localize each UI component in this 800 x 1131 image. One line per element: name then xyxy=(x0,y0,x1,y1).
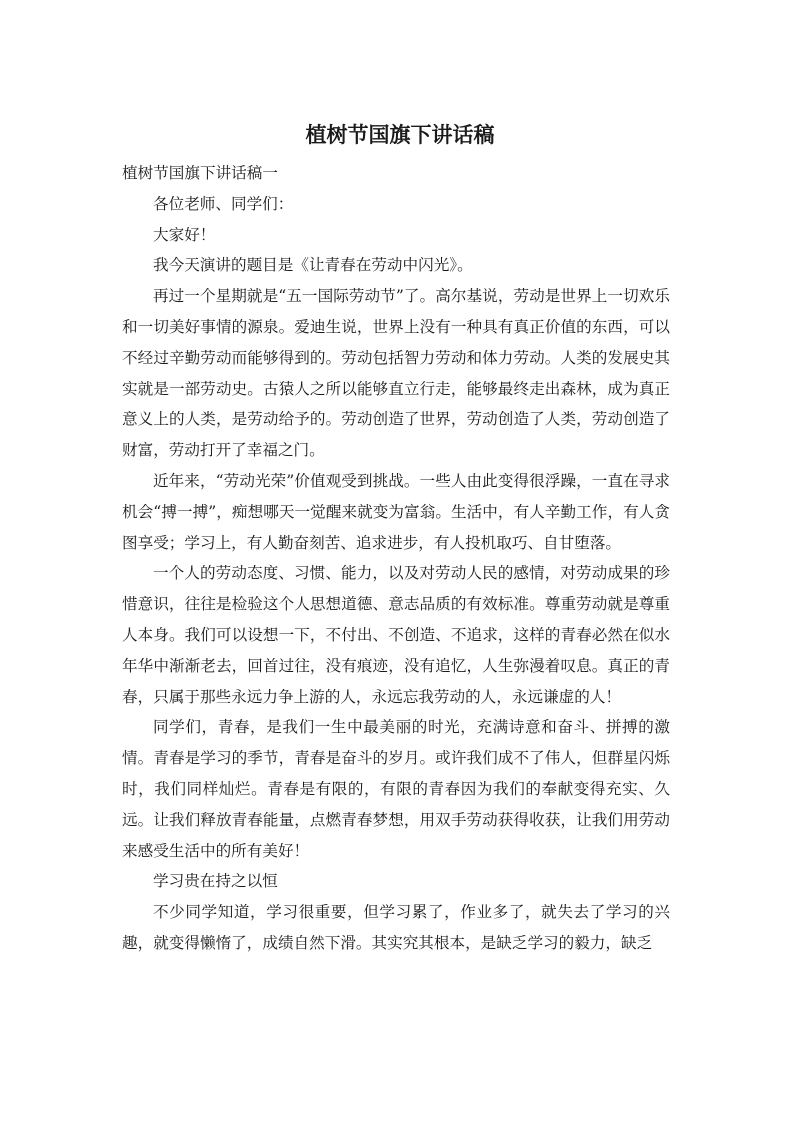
document-body xyxy=(122,158,670,959)
paragraph: 再过一个星期就是“五一国际劳动节”了。高尔基说，劳动是世界上一切欢乐和一切美好事情的源泉。爱迪生说，世界上没有一种具有真正价值的东西，可以不经过辛勤劳动而能够得到的。劳动包括智力劳动和体力劳动。人类的发展史其实就是一部劳动史。古猿人之所以能够直立行走，能够最终走出森林，成为真正意义上的人类，是劳动给予的。劳动创造了世界，劳动创造了人类，劳动创造了财富，劳动打开了幸福之门。 xyxy=(122,287,670,460)
paragraph: 我今天演讲的题目是《让青春在劳动中闪光》。 xyxy=(153,256,473,275)
section-heading: 学习贵在持之以恒 xyxy=(153,872,278,891)
paragraph: 近年来，“劳动光荣”价值观受到挑战。一些人由此变得很浮躁，一直在寻求机会“搏一搏”，痴想哪天一觉醒来就变为富翁。生活中，有人辛勤工作，有人贪图享受；学习上，有人勤奋刻苦、追求进步，有人投机取巧、自甘堕落。 xyxy=(122,471,670,552)
paragraph: 一个人的劳动态度、习惯、能力，以及对劳动人民的感情，对劳动成果的珍惜意识，往往是检验这个人思想道德、意志品质的有效标准。尊重劳动就是尊重人本身。我们可以设想一下，不付出、不创造、不追求，这样的青春必然在似水年华中渐渐老去，回首过往，没有痕迹，没有追忆，人生弥漫着叹息。真正的青春，只属于那些永远力争上游的人，永远忘我劳动的人，永远谦虚的人！ xyxy=(122,564,670,706)
paragraph: 大家好！ xyxy=(153,225,216,244)
paragraph: 植树节国旗下讲话稿一 xyxy=(122,164,278,182)
paragraph: 同学们，青春，是我们一生中最美丽的时光，充满诗意和奋斗、拼搏的激情。青春是学习的季节，青春是奋斗的岁月。或许我们成不了伟人，但群星闪烁时，我们同样灿烂。青春是有限的，有限的青春因为我们的奉献变得充实、久远。让我们释放青春能量，点燃青春梦想，用双手劳动获得收获，让我们用劳动来感受生活中的所有美好！ xyxy=(122,718,670,860)
document-title: 植树节国旗下讲话稿 xyxy=(305,123,495,147)
paragraph: 不少同学知道，学习很重要，但学习累了，作业多了，就失去了学习的兴趣，就变得懒惰了，成绩自然下滑。其实究其根本，是缺乏学习的毅力，缺乏 xyxy=(122,903,670,952)
paragraph: 各位老师、同学们： xyxy=(153,194,294,213)
